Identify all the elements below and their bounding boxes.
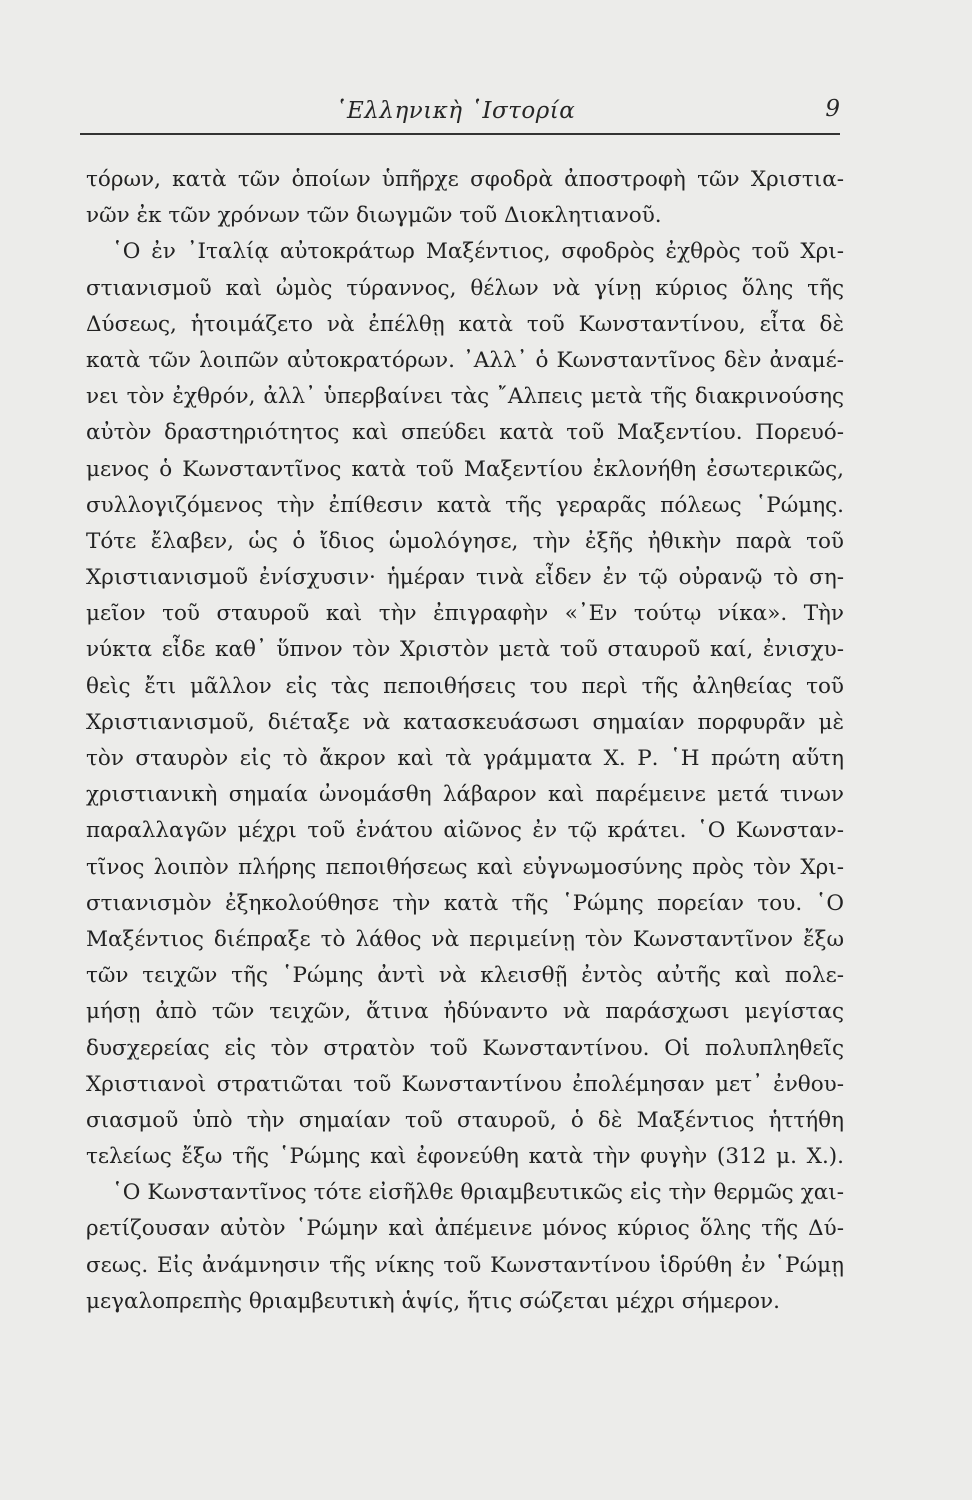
text-line: στιανισμὸν ἐξηκολούθησε τὴν κατὰ τῆς ῾Ρώμης πορείαν του. ῾Ο <box>86 890 844 916</box>
header-rule <box>80 133 840 135</box>
text-line: μήσῃ ἀπὸ τῶν τειχῶν, ἅτινα ἠδύναντο νὰ παράσχωσι μεγίστας <box>86 999 844 1025</box>
text-line: τὸν σταυρὸν εἰς τὸ ἄκρον καὶ τὰ γράμματα Χ. Ρ. ῾Η πρώτη αὕτη <box>86 746 844 771</box>
text-line: ρετίζουσαν αὐτὸν ῾Ρώμην καὶ ἀπέμεινε μόνος κύριος ὅλης τῆς Δύ- <box>86 1216 844 1242</box>
page-number: 9 <box>825 96 840 122</box>
text-line: νει τὸν ἐχθρόν, ἀλλ᾿ ὑπερβαίνει τὰς ῎Αλπεις μετὰ τῆς διακρινούσης <box>86 384 844 410</box>
text-line: τῖνος λοιπὸν πλήρης πεποιθήσεως καὶ εὐγνωμοσύνης πρὸς τὸν Χρι- <box>86 854 844 880</box>
text-line: μενος ὁ Κωνσταντῖνος κατὰ τοῦ Μαξεντίου ἐκλονήθη ἐσωτερικῶς, <box>86 456 844 482</box>
text-line: παραλλαγῶν μέχρι τοῦ ἐνάτου αἰῶνος ἐν τῷ κράτει. ῾Ο Κωνσταν- <box>86 818 844 844</box>
text-line: Χριστιανισμοῦ ἐνίσχυσιν· ἡμέραν τινὰ εἶδεν ἐν τῷ οὐρανῷ τὸ ση- <box>86 565 844 591</box>
text-line: μεῖον τοῦ σταυροῦ καὶ τὴν ἐπιγραφὴν «᾿Εν τούτῳ νίκα». Τὴν <box>86 601 844 627</box>
text-line: μεγαλοπρεπὴς θριαμβευτικὴ ἁψίς, ἥτις σώζεται μέχρι σήμερον. <box>86 1288 780 1314</box>
text-line: ῾Ο Κωνσταντῖνος τότε εἰσῆλθε θριαμβευτικῶς εἰς τὴν θερμῶς χαι- <box>112 1180 844 1206</box>
text-line: στιανισμοῦ καὶ ὠμὸς τύραννος, θέλων νὰ γίνῃ κύριος ὅλης τῆς <box>86 275 844 301</box>
text-line: σιασμοῦ ὑπὸ τὴν σημαίαν τοῦ σταυροῦ, ὁ δὲ Μαξέντιος ἡττήθη <box>86 1107 844 1133</box>
text-line: συλλογιζόμενος τὴν ἐπίθεσιν κατὰ τῆς γεραρᾶς πόλεως ῾Ρώμης. <box>86 492 844 518</box>
text-line: αὐτὸν δραστηριότητος καὶ σπεύδει κατὰ τοῦ Μαξεντίου. Πορευό- <box>86 420 844 446</box>
text-line: νῶν ἐκ τῶν χρόνων τῶν διωγμῶν τοῦ Διοκλητιανοῦ. <box>86 203 662 229</box>
text-line: ῾Ο ἐν ᾿Ιταλίᾳ αὐτοκράτωρ Μαξέντιος, σφοδρὸς ἐχθρὸς τοῦ Χρι- <box>112 239 844 265</box>
text-line: τελείως ἔξω τῆς ῾Ρώμης καὶ ἐφονεύθη κατὰ τὴν φυγὴν (312 μ. Χ.). <box>86 1144 844 1170</box>
text-line: Χριστιανισμοῦ, διέταξε νὰ κατασκευάσωσι σημαίαν πορφυρᾶν μὲ <box>86 709 844 735</box>
text-line: χριστιανικὴ σημαία ὠνομάσθη λάβαρον καὶ παρέμεινε μετά τινων <box>86 782 844 808</box>
text-line: κατὰ τῶν λοιπῶν αὐτοκρατόρων. ᾿Αλλ᾿ ὁ Κωνσταντῖνος δὲν ἀναμέ- <box>86 347 844 373</box>
text-line: τόρων, κατὰ τῶν ὁποίων ὑπῆρχε σφοδρὰ ἀποστροφὴ τῶν Χριστια- <box>86 167 844 192</box>
text-line: τῶν τειχῶν τῆς ῾Ρώμης ἀντὶ νὰ κλεισθῇ ἐντὸς αὐτῆς καὶ πολε- <box>86 963 844 989</box>
running-title: ῾Ελληνικὴ ῾Ιστορία <box>335 98 576 124</box>
text-line: Δύσεως, ἡτοιμάζετο νὰ ἐπέλθῃ κατὰ τοῦ Κωνσταντίνου, εἶτα δὲ <box>86 311 844 337</box>
text-line: δυσχερείας εἰς τὸν στρατὸν τοῦ Κωνσταντίνου. Οἱ πολυπληθεῖς <box>86 1035 844 1061</box>
text-line: Μαξέντιος διέπραξε τὸ λάθος νὰ περιμείνῃ τὸν Κωνσταντῖνον ἔξω <box>86 926 844 952</box>
text-line: θεὶς ἔτι μᾶλλον εἰς τὰς πεποιθήσεις του περὶ τῆς ἀληθείας τοῦ <box>86 673 844 699</box>
body-text <box>86 162 844 1320</box>
text-line: Χριστιανοὶ στρατιῶται τοῦ Κωνσταντίνου ἐπολέμησαν μετ᾿ ἐνθου- <box>86 1071 844 1097</box>
running-head <box>80 92 840 132</box>
text-line: νύκτα εἶδε καθ᾿ ὕπνον τὸν Χριστὸν μετὰ τοῦ σταυροῦ καί, ἐνισχυ- <box>86 637 844 663</box>
text-line: σεως. Εἰς ἀνάμνησιν τῆς νίκης τοῦ Κωνσταντίνου ἱδρύθη ἐν ῾Ρώμῃ <box>86 1252 844 1278</box>
text-line: Τότε ἔλαβεν, ὡς ὁ ἴδιος ὡμολόγησε, τὴν ἐξῆς ἠθικὴν παρὰ τοῦ <box>86 528 844 554</box>
